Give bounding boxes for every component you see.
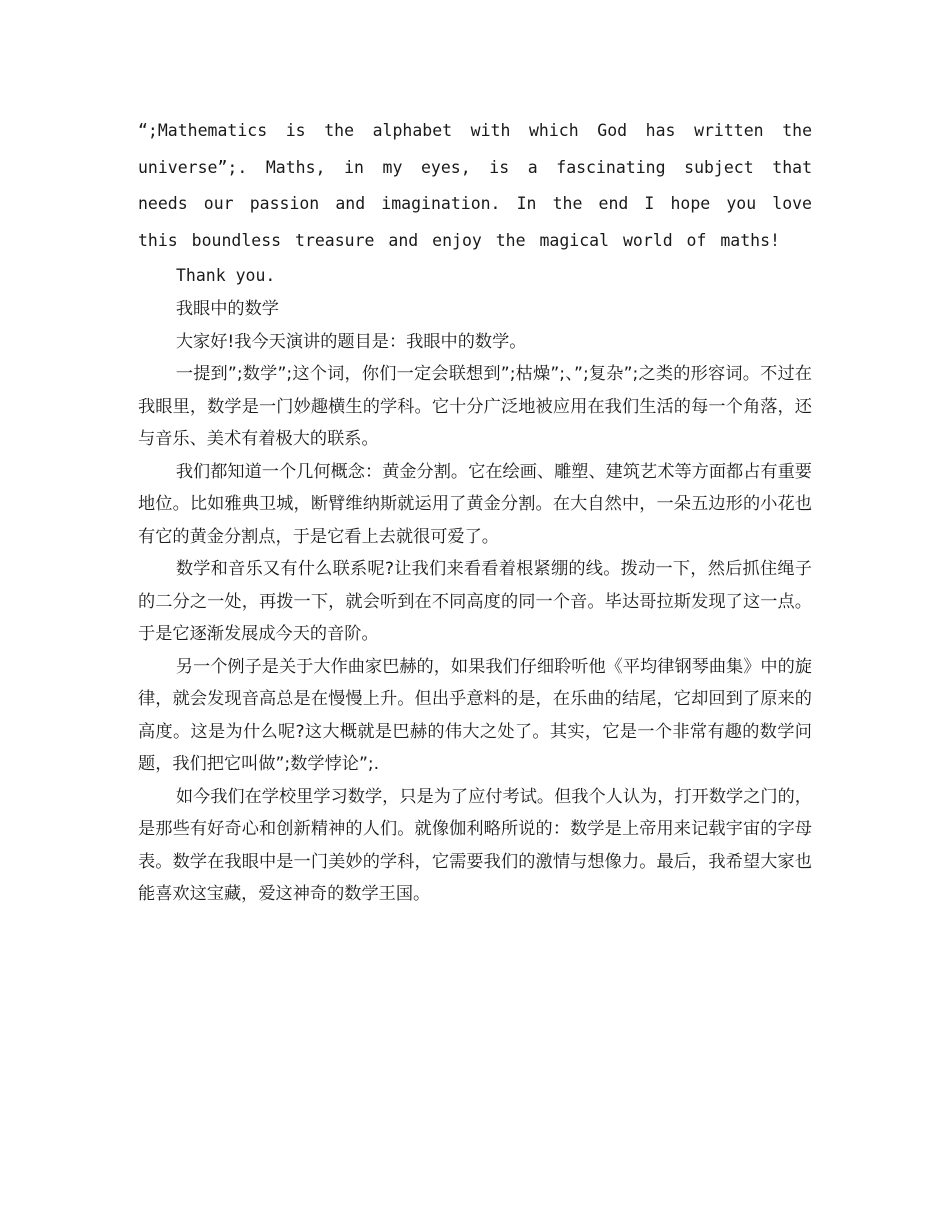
document-page: [138, 113, 812, 911]
paragraph-5: 另一个例子是关于大作曲家巴赫的，如果我们仔细聆听他《平均律钢琴曲集》中的旋律，就会发现音高总是在慢慢上升。但出乎意料的是，在乐曲的结尾，它却回到了原来的高度。这是为什么呢?这大概就是巴赫的伟大之处了。其实，它是一个非常有趣的数学问题，我们把它叫做”;数学悖论”;.: [138, 656, 812, 774]
paragraph-1: 大家好!我今天演讲的题目是：我眼中的数学。: [175, 331, 527, 352]
paragraph-6: 如今我们在学校里学习数学，只是为了应付考试。但我个人认为，打开数学之门的，是那些有好奇心和创新精神的人们。就像伽利略所说的：数学是上帝用来记载宇宙的字母表。数学在我眼中是一门美妙的学科，它需要我们的激情与想像力。最后，我希望大家也能喜欢这宝藏，爱这神奇的数学王国。: [138, 786, 812, 904]
paragraph-2: 一提到”;数学”;这个词，你们一定会联想到”;枯燥”;、”;复杂”;之类的形容词。不过在我眼里，数学是一门妙趣横生的学科。它十分广泛地被应用在我们生活的每一个角落，还与音乐、美术有着极大的联系。: [138, 364, 812, 449]
closing-line: Thank you.: [176, 266, 276, 285]
english-paragraph: “;Mathematics is the alphabet with which God has written the universe”;. Maths, in my eyes, is a fascinating subject that needs our passion and imagination. In the end I hope you love this boundless treasure and enjoy the magical world of maths!: [138, 121, 812, 250]
document-title: 我眼中的数学: [175, 299, 279, 319]
paragraph-3: 我们都知道一个几何概念：黄金分割。它在绘画、雕塑、建筑艺术等方面都占有重要地位。比如雅典卫城，断臂维纳斯就运用了黄金分割。在大自然中，一朵五边形的小花也有它的黄金分割点，于是它看上去就很可爱了。: [138, 461, 812, 547]
paragraph-4: 数学和音乐又有什么联系呢?让我们来看看着根紧绷的线。拨动一下，然后抓住绳子的二分之一处，再拨一下，就会听到在不同高度的同一个音。毕达哥拉斯发现了这一点。于是它逐渐发展成今天的音阶。: [138, 559, 812, 644]
